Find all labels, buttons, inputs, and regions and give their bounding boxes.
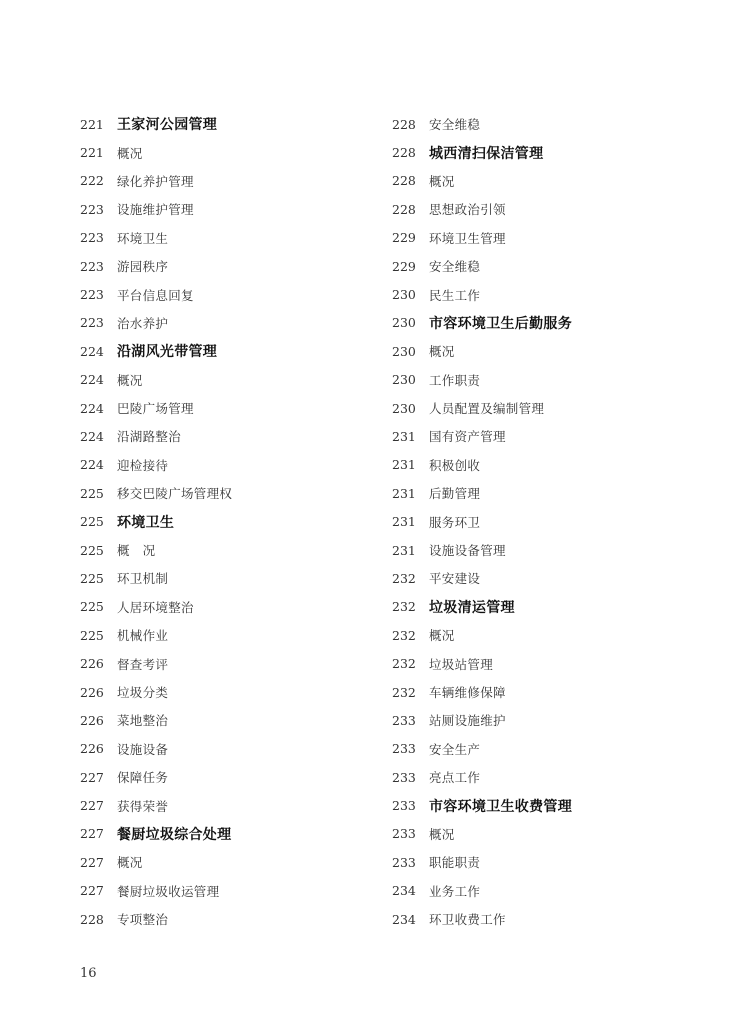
toc-page-number: 231	[392, 457, 416, 473]
toc-entry-title: 安全维稳	[429, 259, 481, 275]
toc-page-number: 230	[392, 400, 416, 416]
toc-section-title: 垃圾清运管理	[429, 599, 515, 616]
toc-entry-title: 沿湖路整治	[117, 429, 182, 445]
toc-section-heading	[80, 507, 380, 535]
toc-page-number: 225	[80, 570, 104, 586]
toc-page-number: 227	[80, 826, 104, 842]
toc-entry	[392, 820, 692, 848]
toc-entry	[392, 905, 692, 933]
toc-page-number: 233	[392, 854, 416, 870]
toc-entry	[392, 479, 692, 507]
toc-entry	[392, 848, 692, 876]
toc-entry-title: 工作职责	[429, 372, 481, 388]
toc-section-heading	[392, 309, 692, 337]
toc-section-heading	[392, 791, 692, 819]
toc-entry-title: 巴陵广场管理	[117, 401, 194, 417]
toc-entry-title: 后勤管理	[429, 486, 481, 502]
toc-page-number: 233	[392, 741, 416, 757]
toc-entry-title: 督查考评	[117, 656, 169, 672]
toc-page-number: 228	[392, 145, 416, 161]
toc-section-title: 环境卫生	[117, 514, 175, 531]
toc-entry-title: 安全生产	[429, 741, 481, 757]
toc-page-number: 233	[392, 712, 416, 728]
toc-entry-title: 积极创收	[429, 457, 481, 473]
toc-column-right	[392, 110, 692, 933]
toc-entry-title: 设施设备	[117, 741, 169, 757]
toc-entry-title: 设施设备管理	[429, 543, 506, 559]
toc-entry-title: 安全维稳	[429, 117, 481, 133]
toc-entry	[80, 280, 380, 308]
toc-page-number: 226	[80, 684, 104, 700]
toc-entry-title: 概况	[117, 372, 143, 388]
toc-entry	[392, 110, 692, 138]
toc-entry	[80, 621, 380, 649]
toc-entry-title: 设施维护管理	[117, 202, 194, 218]
toc-entry	[392, 167, 692, 195]
toc-entry	[80, 678, 380, 706]
toc-page-number: 233	[392, 769, 416, 785]
toc-page-number: 223	[80, 287, 104, 303]
toc-entry-title: 人员配置及编制管理	[429, 401, 545, 417]
toc-entry	[80, 735, 380, 763]
toc-entry-title: 环境卫生	[117, 230, 169, 246]
toc-page-number: 225	[80, 599, 104, 615]
toc-page-number: 221	[80, 145, 104, 161]
toc-page-number: 229	[392, 258, 416, 274]
toc-entry-title: 职能职责	[429, 855, 481, 871]
toc-entry-title: 专项整治	[117, 912, 169, 928]
toc-entry-title: 概况	[429, 344, 455, 360]
toc-page-number: 224	[80, 343, 104, 359]
toc-entry-title: 治水养护	[117, 315, 169, 331]
toc-entry	[392, 649, 692, 677]
toc-entry-title: 环卫收费工作	[429, 912, 506, 928]
toc-entry	[80, 877, 380, 905]
toc-entry	[392, 366, 692, 394]
toc-entry-title: 概 况	[117, 543, 156, 559]
toc-page-number: 230	[392, 372, 416, 388]
toc-entry	[392, 706, 692, 734]
toc-page-number: 228	[80, 911, 104, 927]
toc-entry	[80, 309, 380, 337]
toc-page-number: 227	[80, 883, 104, 899]
toc-entry-title: 获得荣誉	[117, 798, 169, 814]
toc-entry-title: 思想政治引领	[429, 202, 506, 218]
toc-entry-title: 垃圾分类	[117, 685, 169, 700]
toc-page-number: 224	[80, 400, 104, 416]
toc-entry-title: 人居环境整治	[117, 599, 194, 615]
toc-entry-title: 站厕设施维护	[429, 713, 506, 729]
toc-entry	[80, 195, 380, 223]
toc-page-number: 225	[80, 542, 104, 558]
toc-entry-title: 民生工作	[429, 287, 481, 303]
toc-entry	[80, 366, 380, 394]
toc-section-heading	[80, 820, 380, 848]
toc-entry	[80, 138, 380, 166]
toc-page-number: 223	[80, 258, 104, 274]
toc-page-number: 225	[80, 485, 104, 501]
toc-entry-title: 亮点工作	[429, 770, 481, 786]
toc-entry-title: 环境卫生管理	[429, 230, 506, 246]
toc-entry	[392, 252, 692, 280]
toc-entry	[80, 763, 380, 791]
toc-page-number: 232	[392, 627, 416, 643]
toc-page-number: 229	[392, 230, 416, 246]
toc-entry	[392, 195, 692, 223]
toc-page-number: 233	[392, 826, 416, 842]
toc-page-number: 230	[392, 287, 416, 303]
toc-entry-title: 概况	[429, 826, 455, 842]
toc-entry	[80, 905, 380, 933]
toc-entry-title: 概况	[117, 145, 143, 161]
toc-page-number: 228	[392, 201, 416, 217]
toc-entry	[392, 507, 692, 535]
toc-entry-title: 菜地整治	[117, 713, 169, 729]
toc-entry	[80, 649, 380, 677]
toc-page-number: 228	[392, 173, 416, 189]
toc-section-title: 城西清扫保洁管理	[429, 145, 544, 162]
toc-entry-title: 平安建设	[429, 571, 481, 587]
toc-entry-title: 机械作业	[117, 628, 169, 644]
toc-page-number: 232	[392, 656, 416, 672]
toc-entry	[80, 451, 380, 479]
toc-section-title: 市容环境卫生后勤服务	[429, 315, 572, 332]
toc-page-number: 225	[80, 514, 104, 530]
toc-page-number: 226	[80, 712, 104, 728]
toc-section-title: 餐厨垃圾综合处理	[117, 826, 232, 843]
toc-entry	[392, 536, 692, 564]
toc-entry	[80, 564, 380, 592]
toc-entry	[80, 422, 380, 450]
toc-page-number: 234	[392, 911, 416, 927]
toc-entry	[80, 706, 380, 734]
toc-page-number: 224	[80, 457, 104, 473]
toc-page-number: 223	[80, 201, 104, 217]
toc-entry-title: 车辆维修保障	[429, 685, 506, 700]
toc-entry	[392, 337, 692, 365]
toc-entry-title: 垃圾站管理	[429, 656, 494, 672]
toc-column-left	[80, 110, 380, 933]
toc-page-number: 228	[392, 116, 416, 132]
toc-page-number: 227	[80, 769, 104, 785]
toc-entry	[80, 536, 380, 564]
toc-entry-title: 概况	[429, 173, 455, 189]
toc-entry	[392, 224, 692, 252]
toc-entry	[392, 280, 692, 308]
toc-entry-title: 环卫机制	[117, 571, 169, 587]
toc-section-title: 王家河公园管理	[117, 117, 218, 134]
toc-entry	[392, 763, 692, 791]
toc-page-number: 230	[392, 315, 416, 331]
toc-page-number: 224	[80, 372, 104, 388]
toc-entry	[80, 224, 380, 252]
toc-page-number: 232	[392, 570, 416, 586]
toc-section-heading	[392, 593, 692, 621]
page-number: 16	[80, 966, 97, 981]
toc-section-heading	[392, 138, 692, 166]
toc-entry	[392, 877, 692, 905]
toc-section-heading	[80, 110, 380, 138]
toc-page-number: 231	[392, 542, 416, 558]
toc-entry	[392, 422, 692, 450]
toc-entry	[80, 791, 380, 819]
toc-entry	[392, 564, 692, 592]
toc-page-number: 231	[392, 428, 416, 444]
toc-entry	[392, 394, 692, 422]
toc-page-number: 223	[80, 230, 104, 246]
toc-entry	[80, 848, 380, 876]
toc-entry	[80, 167, 380, 195]
toc-entry-title: 概况	[429, 628, 455, 644]
toc-entry-title: 餐厨垃圾收运管理	[117, 883, 220, 899]
toc-entry	[80, 479, 380, 507]
toc-entry	[80, 394, 380, 422]
toc-page-number: 221	[80, 116, 104, 132]
toc-entry-title: 迎检接待	[117, 457, 169, 473]
toc-page-number: 223	[80, 315, 104, 331]
toc-section-title: 沿湖风光带管理	[117, 344, 218, 361]
toc-entry	[80, 252, 380, 280]
toc-entry	[392, 735, 692, 763]
toc-page-number: 231	[392, 514, 416, 530]
toc-page-number: 227	[80, 798, 104, 814]
toc-section-title: 市容环境卫生收费管理	[429, 798, 572, 815]
toc-page-number: 234	[392, 883, 416, 899]
toc-entry	[392, 678, 692, 706]
toc-page-number: 231	[392, 485, 416, 501]
toc-page-number: 233	[392, 798, 416, 814]
toc-entry-title: 平台信息回复	[117, 287, 194, 303]
toc-entry-title: 移交巴陵广场管理权	[117, 486, 233, 502]
toc-entry	[392, 451, 692, 479]
toc-entry-title: 保障任务	[117, 770, 169, 786]
toc-page-number: 222	[80, 173, 104, 189]
toc-page-number: 224	[80, 428, 104, 444]
toc-entry	[80, 593, 380, 621]
toc-page-number: 225	[80, 627, 104, 643]
toc-page-number: 230	[392, 343, 416, 359]
toc-page-number: 232	[392, 684, 416, 700]
toc-page-number: 232	[392, 599, 416, 615]
toc-entry-title: 服务环卫	[429, 514, 481, 530]
toc-entry-title: 国有资产管理	[429, 429, 506, 445]
toc-page-number: 226	[80, 656, 104, 672]
toc-entry-title: 概况	[117, 855, 143, 871]
toc-entry	[392, 621, 692, 649]
toc-entry-title: 绿化养护管理	[117, 173, 194, 189]
toc-page-number: 227	[80, 854, 104, 870]
toc-page-number: 226	[80, 741, 104, 757]
toc-entry-title: 业务工作	[429, 883, 481, 899]
toc-section-heading	[80, 337, 380, 365]
toc-entry-title: 游园秩序	[117, 259, 169, 275]
